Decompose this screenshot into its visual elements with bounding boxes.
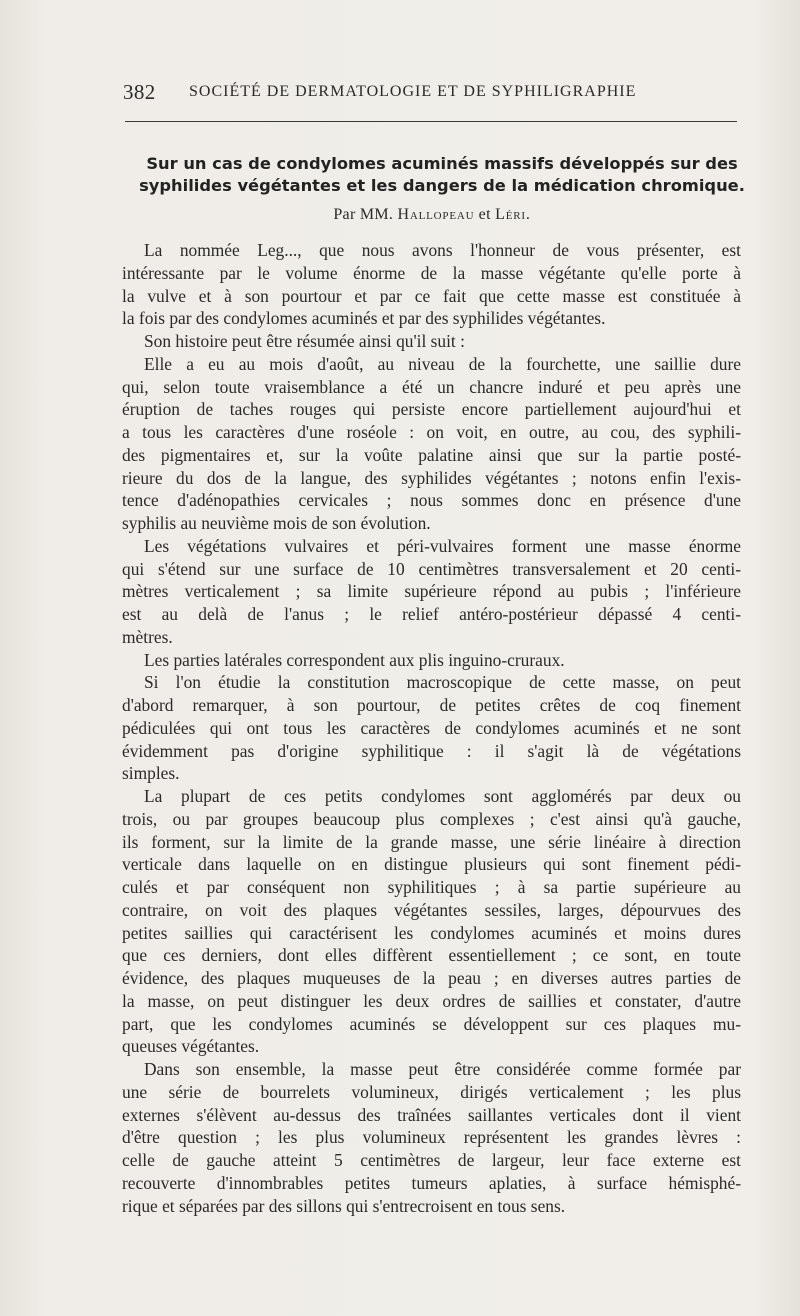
byline <box>122 206 742 224</box>
article-title-line-1: Sur un cas de condylomes acuminés massifs développés sur des <box>146 154 738 173</box>
text-line: des pigmentaires et, sur la voûte palatine ainsi que sur la partie posté- <box>122 444 741 465</box>
running-title: SOCIÉTÉ DE DERMATOLOGIE ET DE SYPHILIGRAPHIE <box>189 83 637 100</box>
article-title <box>122 153 762 197</box>
page-header <box>123 80 743 104</box>
text-line: d'abord remarquer, à son pourtour, de petites crêtes de coq finement <box>122 695 741 715</box>
text-line: éruption de taches rouges qui persiste encore partiellement aujourd'hui et <box>122 399 741 420</box>
text-line: Les végétations vulvaires et péri-vulvaires forment une masse énorme <box>144 535 741 556</box>
text-line: évidence, des plaques muqueuses de la peau ; en diverses autres parties de <box>122 968 741 988</box>
page-number: 382 <box>123 80 156 104</box>
text-line: d'être question ; les plus volumineux représentent les grandes lèvres : <box>122 1127 741 1148</box>
text-line: rique et séparées par des sillons qui s'entrecroisent en tous sens. <box>122 1195 566 1216</box>
text-line: verticale dans laquelle on en distingue plusieurs qui sont finement pédi- <box>122 854 741 875</box>
text-line: pédiculées qui ont tous les caractères de condylomes acuminés et ne sont <box>122 717 741 738</box>
text-line: a tous les caractères d'une roséole : on voit, en outre, au cou, des syphili- <box>122 422 741 442</box>
author-hallopeau: Hallopeau <box>397 206 475 223</box>
text-line: évidemment pas d'origine syphilitique : il s'agit là de végétations <box>122 740 741 761</box>
text-line: la fois par des condylomes acuminés et par des syphilides végétantes. <box>122 308 606 329</box>
text-line: La nommée Leg..., que nous avons l'honneur de vous présenter, est <box>144 240 741 260</box>
text-line: culés et par conséquent non syphilitiques ; à sa partie supérieure au <box>122 877 741 897</box>
text-line: ils forment, sur la limite de la grande masse, une série linéaire à direction <box>122 831 741 852</box>
text-line: simples. <box>122 763 180 784</box>
text-line: la vulve et à son pourtour et par ce fait que cette masse est constituée à <box>122 285 741 306</box>
author-leri: Léri. <box>495 206 531 223</box>
text-line: Les parties latérales correspondent aux plis inguino-cruraux. <box>144 649 565 670</box>
text-line: recouverte d'innombrables petites tumeurs aplaties, à surface hémisphé- <box>122 1172 741 1193</box>
text-line: La plupart de ces petits condylomes sont agglomérés par deux ou <box>144 786 741 806</box>
text-line: contraire, on voit des plaques végétantes sessiles, larges, dépourvues des <box>122 899 741 920</box>
text-line: queuses végétantes. <box>122 1036 260 1057</box>
byline-conjunction: et <box>478 206 491 223</box>
text-line: mètres verticalement ; sa limite supérieure répond au pubis ; l'inférieure <box>122 581 741 602</box>
text-line: Si l'on étudie la constitution macroscopique de cette masse, on peut <box>144 672 741 693</box>
text-line: est au delà de l'anus ; le relief antéro-postérieur dépassé 4 centi- <box>122 604 741 624</box>
text-line: Dans son ensemble, la masse peut être considérée comme formée par <box>144 1059 741 1079</box>
byline-prefix: Par MM. <box>333 206 394 223</box>
text-line: trois, ou par groupes beaucoup plus complexes ; c'est ainsi qu'à gauche, <box>122 808 741 829</box>
text-line: tence d'adénopathies cervicales ; nous sommes donc en présence d'une <box>122 490 741 511</box>
text-line: une série de bourrelets volumineux, dirigés verticalement ; les plus <box>122 1081 741 1102</box>
text-line: syphilis au neuvième mois de son évolution. <box>122 513 431 533</box>
text-line: qui, selon toute vraisemblance a été un chancre induré et peu après une <box>122 376 741 397</box>
text-line: part, que les condylomes acuminés se développent sur ces plaques mu- <box>122 1013 741 1034</box>
text-line: celle de gauche atteint 5 centimètres de largeur, leur face externe est <box>122 1150 741 1170</box>
text-line: externes s'élèvent au-dessus des traînées saillantes verticales dont il vient <box>122 1104 741 1125</box>
header-rule <box>125 121 737 122</box>
text-line: rieure du dos de la langue, des syphilides végétantes ; notons enfin l'exis- <box>122 467 741 488</box>
text-line: Son histoire peut être résumée ainsi qu'il suit : <box>144 331 465 351</box>
article-body <box>122 239 741 1217</box>
article-title-line-2: syphilides végétantes et les dangers de la médication chromique. <box>139 176 745 195</box>
text-line: petites saillies qui caractérisent les condylomes acuminés et moins dures <box>122 922 741 943</box>
text-line: que ces derniers, dont elles diffèrent essentiellement ; ce sont, en toute <box>122 945 741 966</box>
text-line: intéressante par le volume énorme de la masse végétante qu'elle porte à <box>122 262 741 283</box>
text-line: qui s'étend sur une surface de 10 centimètres transversalement et 20 centi- <box>122 558 741 579</box>
text-line: Elle a eu au mois d'août, au niveau de la fourchette, une saillie dure <box>144 353 741 374</box>
text-line: la masse, on peut distinguer les deux ordres de saillies et constater, d'autre <box>122 990 741 1011</box>
text-line: mètres. <box>122 626 173 647</box>
